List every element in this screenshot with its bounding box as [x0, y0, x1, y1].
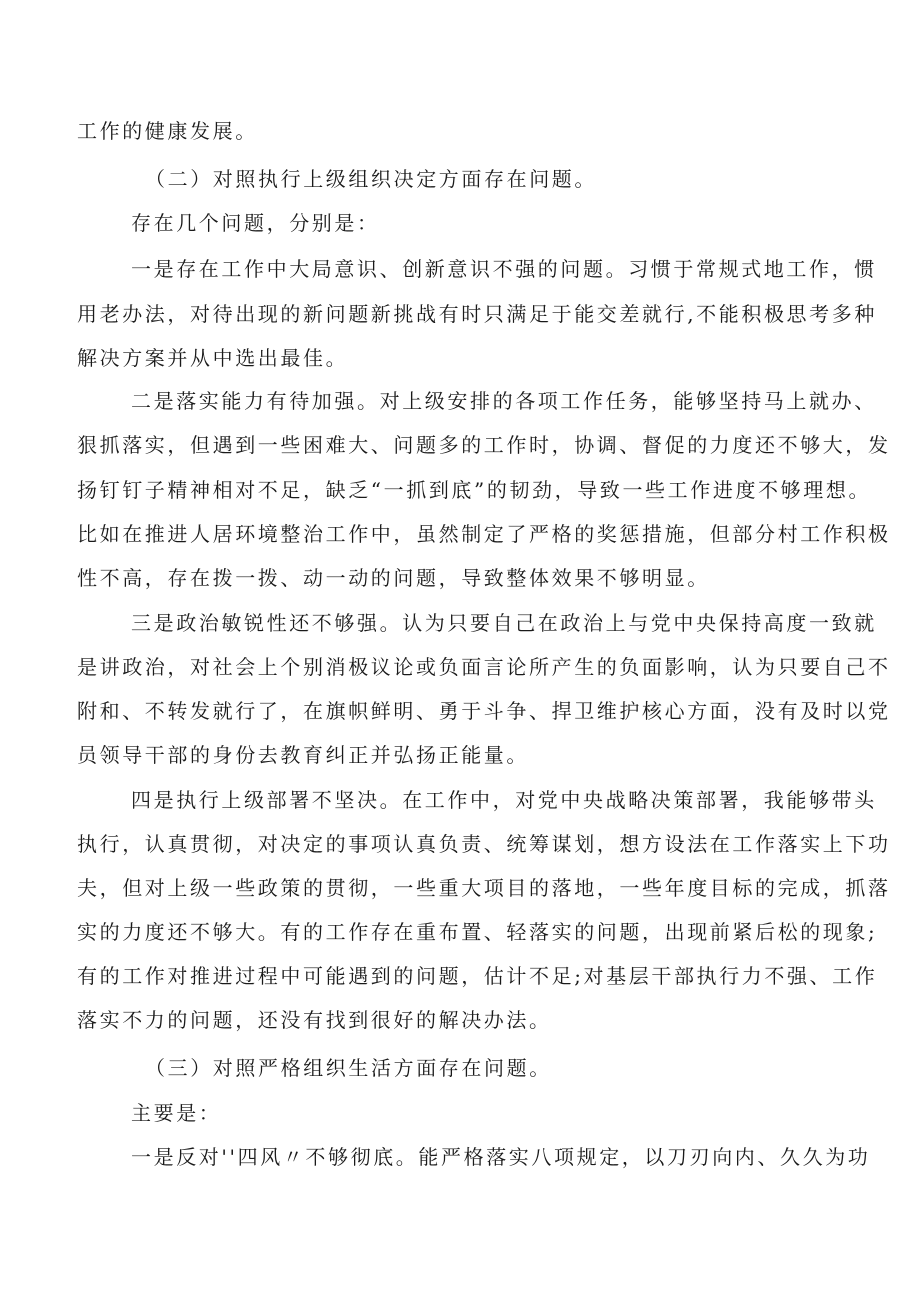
text-line: 主要是：: [131, 1101, 222, 1125]
text-line: 有的工作对推进过程中可能遇到的问题，估计不足;对基层干部执行力不强、工作: [77, 964, 878, 988]
text-line: 一是反对''四风〃不够彻底。能严格落实八项规定，以刀刃向内、久久为功: [131, 1145, 871, 1169]
text-line: 解决方案并从中选出最佳。: [77, 346, 349, 370]
text-line: 工作的健康发展。: [77, 119, 258, 143]
text-line: 四是执行上级部署不坚决。在工作中，对党中央战略决策部署，我能够带头: [131, 788, 877, 812]
text-line: 是讲政治，对社会上个别消极议论或负面言论所产生的负面影响，认为只要自己不: [77, 655, 891, 679]
text-line: 扬钉钉子精神相对不足，缺乏“一抓到底”的韧劲，导致一些工作进度不够理想。: [77, 478, 872, 502]
text-line: 一是存在工作中大局意识、创新意识不强的问题。习惯于常规式地工作，惯: [131, 257, 877, 281]
text-line: 员领导干部的身份去教育纠正并弘扬正能量。: [77, 743, 529, 767]
section-heading: （三）对照严格组织生活方面存在问题。: [145, 1056, 552, 1080]
text-line: 实的力度还不够大。有的工作存在重布置、轻落实的问题，出现前紧后松的现象;: [77, 920, 878, 944]
text-line: 夫，但对上级一些政策的贯彻，一些重大项目的落地，一些年度目标的完成，抓落: [77, 876, 891, 900]
text-line: 存在几个问题，分别是：: [131, 211, 380, 235]
text-line: 狠抓落实，但遇到一些困难大、问题多的工作时，协调、督促的力度还不够大，发: [77, 433, 891, 457]
text-line: 性不高，存在拨一拨、动一动的问题，导致整体效果不够明显。: [77, 566, 710, 590]
text-line: 附和、不转发就行了，在旗帜鲜明、勇于斗争、捍卫维护核心方面，没有及时以党: [77, 699, 891, 723]
text-line: 用老办法，对待出现的新问题新挑战有时只满足于能交差就行,不能积极思考多种: [77, 302, 877, 326]
text-line: 落实不力的问题，还没有找到很好的解决办法。: [77, 1008, 552, 1032]
text-line: 比如在推进人居环境整治工作中，虽然制定了严格的奖惩措施，但部分村工作积极: [77, 522, 891, 546]
text-line: 执行，认真贯彻，对决定的事项认真负责、统筹谋划，想方设法在工作落实上下功: [77, 832, 891, 856]
text-line: 二是落实能力有待加强。对上级安排的各项工作任务，能够坚持马上就办、: [131, 389, 877, 413]
section-heading: （二）对照执行上级组织决定方面存在问题。: [145, 167, 597, 191]
text-line: 三是政治敏锐性还不够强。认为只要自己在政治上与党中央保持高度一致就: [131, 611, 877, 635]
